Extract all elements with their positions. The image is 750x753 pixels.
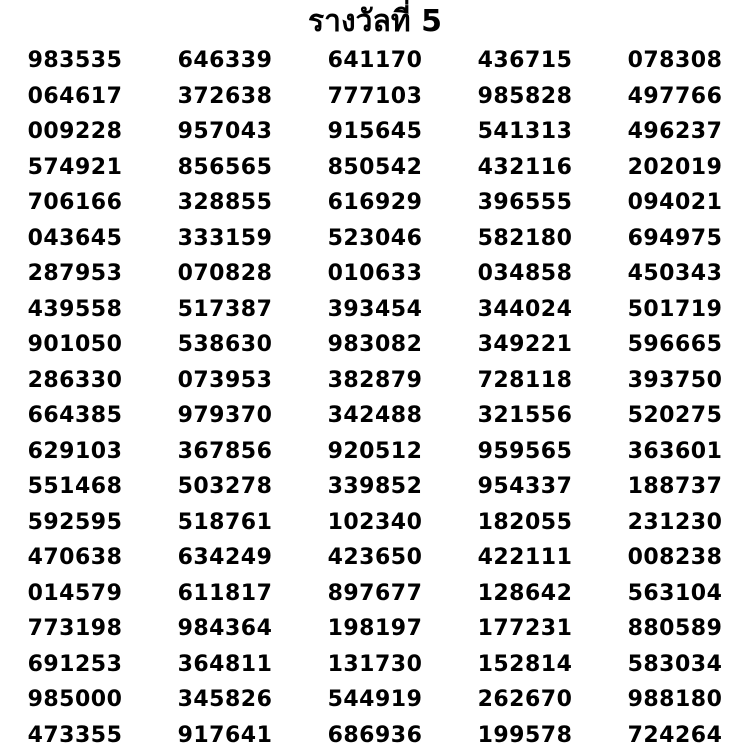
- prize-number: 856565: [150, 150, 300, 186]
- prize-number: 641170: [300, 43, 450, 79]
- prize-number: 473355: [0, 718, 150, 753]
- prize-number: 954337: [450, 469, 600, 505]
- prize-number: 541313: [450, 114, 600, 150]
- prize-number: 582180: [450, 221, 600, 257]
- number-row: [0, 398, 750, 434]
- prize-number: 344024: [450, 292, 600, 328]
- prize-number: 287953: [0, 256, 150, 292]
- prize-number: 364811: [150, 647, 300, 683]
- prize-number: 070828: [150, 256, 300, 292]
- prize-number: 333159: [150, 221, 300, 257]
- prize-number: 979370: [150, 398, 300, 434]
- prize-number: 321556: [450, 398, 600, 434]
- prize-number: 064617: [0, 79, 150, 115]
- prize-number: 517387: [150, 292, 300, 328]
- prize-number: 073953: [150, 363, 300, 399]
- prize-number: 010633: [300, 256, 450, 292]
- prize-number: 901050: [0, 327, 150, 363]
- prize-number: 262670: [450, 682, 600, 718]
- prize-number: 523046: [300, 221, 450, 257]
- prize-number: 983082: [300, 327, 450, 363]
- prize-number: 686936: [300, 718, 450, 753]
- prize-number: 988180: [600, 682, 750, 718]
- prize-number: 983535: [0, 43, 150, 79]
- page-title: รางวัลที่ 5: [0, 2, 750, 42]
- prize-number: 182055: [450, 505, 600, 541]
- number-row: [0, 718, 750, 753]
- number-row: [0, 469, 750, 505]
- number-row: [0, 79, 750, 115]
- prize-number: 897677: [300, 576, 450, 612]
- prize-number: 199578: [450, 718, 600, 753]
- prize-number: 034858: [450, 256, 600, 292]
- prize-number: 102340: [300, 505, 450, 541]
- prize-number: 634249: [150, 540, 300, 576]
- prize-number: 231230: [600, 505, 750, 541]
- prize-number: 915645: [300, 114, 450, 150]
- prize-number: 518761: [150, 505, 300, 541]
- prize-number: 691253: [0, 647, 150, 683]
- prize-number: 349221: [450, 327, 600, 363]
- prize-number: 423650: [300, 540, 450, 576]
- prize-number: 345826: [150, 682, 300, 718]
- prize-number: 131730: [300, 647, 450, 683]
- prize-number: 850542: [300, 150, 450, 186]
- prize-number: 520275: [600, 398, 750, 434]
- prize-number: 880589: [600, 611, 750, 647]
- prize-number: 382879: [300, 363, 450, 399]
- prize-number: 432116: [450, 150, 600, 186]
- number-row: [0, 363, 750, 399]
- prize-number: 664385: [0, 398, 150, 434]
- prize-number: 367856: [150, 434, 300, 470]
- prize-number: 188737: [600, 469, 750, 505]
- prize-number: 342488: [300, 398, 450, 434]
- prize-number: 393454: [300, 292, 450, 328]
- prize-number: 728118: [450, 363, 600, 399]
- number-row: [0, 647, 750, 683]
- number-row: [0, 185, 750, 221]
- number-row: [0, 256, 750, 292]
- prize-number: 596665: [600, 327, 750, 363]
- prize-number: 920512: [300, 434, 450, 470]
- prize-number: 538630: [150, 327, 300, 363]
- prize-number: 501719: [600, 292, 750, 328]
- prize-number: 773198: [0, 611, 150, 647]
- prize-number: 616929: [300, 185, 450, 221]
- prize-number: 563104: [600, 576, 750, 612]
- number-row: [0, 611, 750, 647]
- number-row: [0, 43, 750, 79]
- prize-number: 985000: [0, 682, 150, 718]
- prize-number: 152814: [450, 647, 600, 683]
- prize-number: 078308: [600, 43, 750, 79]
- prize-number: 372638: [150, 79, 300, 115]
- prize-number: 724264: [600, 718, 750, 753]
- prize-number: 957043: [150, 114, 300, 150]
- prize-number: 985828: [450, 79, 600, 115]
- prize-number: 496237: [600, 114, 750, 150]
- number-row: [0, 327, 750, 363]
- prize-number: 592595: [0, 505, 150, 541]
- prize-number: 286330: [0, 363, 150, 399]
- prize-number-grid: [0, 43, 750, 753]
- prize-number: 094021: [600, 185, 750, 221]
- prize-number: 706166: [0, 185, 150, 221]
- prize-number: 583034: [600, 647, 750, 683]
- prize-number: 198197: [300, 611, 450, 647]
- prize-number: 497766: [600, 79, 750, 115]
- prize-number: 551468: [0, 469, 150, 505]
- prize-number: 008238: [600, 540, 750, 576]
- prize-number: 470638: [0, 540, 150, 576]
- prize-number: 043645: [0, 221, 150, 257]
- prize-number: 177231: [450, 611, 600, 647]
- prize-number: 959565: [450, 434, 600, 470]
- prize-number: 202019: [600, 150, 750, 186]
- prize-number: 363601: [600, 434, 750, 470]
- prize-number: 339852: [300, 469, 450, 505]
- prize-number: 128642: [450, 576, 600, 612]
- prize-number: 439558: [0, 292, 150, 328]
- number-row: [0, 114, 750, 150]
- prize-number: 422111: [450, 540, 600, 576]
- prize-number: 646339: [150, 43, 300, 79]
- number-row: [0, 434, 750, 470]
- prize-number: 396555: [450, 185, 600, 221]
- number-row: [0, 505, 750, 541]
- number-row: [0, 540, 750, 576]
- number-row: [0, 682, 750, 718]
- number-row: [0, 221, 750, 257]
- number-row: [0, 576, 750, 612]
- prize-number: 503278: [150, 469, 300, 505]
- prize-number: 917641: [150, 718, 300, 753]
- prize-number: 009228: [0, 114, 150, 150]
- prize-number: 984364: [150, 611, 300, 647]
- prize-number: 393750: [600, 363, 750, 399]
- number-row: [0, 150, 750, 186]
- prize-number: 777103: [300, 79, 450, 115]
- prize-number: 014579: [0, 576, 150, 612]
- prize-number: 544919: [300, 682, 450, 718]
- prize-number: 694975: [600, 221, 750, 257]
- prize-number: 450343: [600, 256, 750, 292]
- prize-number: 574921: [0, 150, 150, 186]
- prize-number: 611817: [150, 576, 300, 612]
- prize-number: 629103: [0, 434, 150, 470]
- prize-number: 436715: [450, 43, 600, 79]
- prize-number: 328855: [150, 185, 300, 221]
- number-row: [0, 292, 750, 328]
